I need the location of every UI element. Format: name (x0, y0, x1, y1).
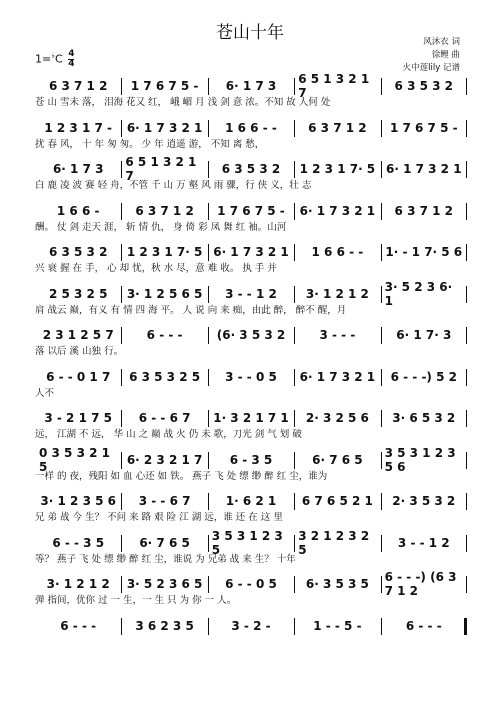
measure: 6 - - - (60, 618, 97, 633)
barline (381, 535, 382, 552)
barline-end (466, 244, 467, 261)
measure: 2· 3 2 5 6 (305, 411, 369, 425)
barline (294, 120, 295, 137)
barline (294, 286, 295, 303)
barline (294, 327, 295, 344)
barline (121, 535, 122, 552)
note-line (35, 201, 467, 221)
barline (294, 535, 295, 552)
barline-end (466, 286, 467, 303)
measure: 6· 1 7 3 2 1 (299, 369, 376, 384)
barline (294, 369, 295, 386)
measure: 6 - - 0 5 (225, 577, 277, 591)
measure: 3 - 2 - (231, 618, 271, 633)
barline-end (466, 576, 467, 593)
measure: 6 5 1 3 2 1 7 (125, 155, 197, 183)
measure: 3· 6 5 3 2 (392, 411, 456, 425)
measure: 6 5 1 3 2 1 7 (298, 72, 370, 100)
measure: 6 3 7 1 2 (135, 203, 194, 218)
note-line (35, 155, 467, 183)
lyric-line: 扰 春 风， 十 年 匆 匆。 少 年 逍遥 游， 不知 离 愁， (35, 138, 265, 150)
measure: 6 3 7 1 2 (308, 120, 367, 135)
note-line (35, 72, 467, 100)
measure: 6· 7 6 5 (312, 452, 363, 467)
measure: 3· 5 2 3 6 5 (126, 577, 203, 591)
lyric-line: 远， 江湖 不 远， 华 山 之 巅 战 火 仍 未 歌，刀光 剑 气 划 破 (35, 429, 302, 440)
measure: 3· 1 2 3 5 6 (40, 494, 116, 508)
measure: 3 - - 1 2 (397, 535, 450, 550)
note-line (35, 279, 467, 308)
measure: 1 2 3 1 7· 5 (126, 245, 203, 259)
barline (208, 161, 209, 178)
measure: 6· 3 5 3 5 (305, 577, 369, 591)
lyricist-credit: 风沐衣 词 (423, 37, 460, 47)
measure: 6 - - - (405, 618, 442, 633)
note-line (35, 528, 467, 557)
measure: 6 3 5 3 2 (48, 245, 108, 259)
note-line (35, 408, 467, 428)
barline (208, 120, 209, 137)
barline-end (466, 535, 467, 552)
barline (294, 452, 295, 469)
barline (381, 369, 382, 386)
measure: 3 2 1 2 3 2 5 (298, 528, 370, 557)
barline (294, 576, 295, 593)
measure: 6 - - 6 7 (138, 411, 191, 425)
measure: 1 6 6 - - (311, 245, 364, 259)
credits (403, 36, 460, 75)
composer-credit: 徐鲤 曲 (431, 50, 460, 60)
lyric-line: 兴 衰 握 在 手， 心 却 忧，秋 水 尽，意 难 收。 执 手 并 (35, 263, 277, 274)
measure: 6 - 3 5 (229, 452, 273, 467)
barline-end (466, 203, 467, 220)
barline (208, 576, 209, 593)
barline (381, 78, 382, 95)
measure: 0 3 5 3 2 1 5 (39, 445, 110, 474)
barline (208, 535, 209, 552)
measure: 6 3 5 3 2 5 (129, 369, 201, 384)
measure: 6 7 6 5 2 1 (301, 494, 373, 508)
barline-end (466, 120, 467, 137)
measure: 6 3 5 3 2 (221, 162, 281, 176)
note-line (35, 445, 467, 474)
measure: 1 7 6 7 5 - (389, 120, 458, 135)
measure: 2 3 1 2 5 7 (42, 328, 114, 342)
barline (208, 618, 209, 635)
measure: 6 - - 0 1 7 (46, 369, 111, 384)
barline-end (464, 618, 467, 635)
barline (381, 244, 382, 261)
barline-end (466, 327, 467, 344)
measure: 6· 1 7 3 2 1 (126, 120, 203, 135)
transcriber-credit: 火中莲lily 记谱 (402, 63, 460, 73)
barline (381, 286, 382, 303)
measure: 1 - - 5 - (313, 618, 362, 633)
measure: 6 3 5 3 2 (394, 79, 454, 93)
barline (121, 327, 122, 344)
measure: 1 2 3 1 7 - (44, 120, 112, 135)
lyric-line: 一样 的 夜，残阳 如 血 心还 如 铁。 燕子 飞 处 缥 缈 醉 红 尘，谁为 (35, 470, 328, 482)
key-mode: C (55, 52, 63, 66)
lyric-line (35, 636, 467, 650)
key-accidental: ♭ (51, 50, 55, 60)
measure: 6 - - -) (6 3 7 1 2 (384, 570, 457, 598)
time-denominator: 4 (68, 59, 75, 69)
measure: 3 5 3 1 2 3 5 (211, 528, 283, 557)
measure: 3 - - - (319, 328, 356, 342)
barline (121, 286, 122, 303)
barline (208, 78, 209, 95)
barline (121, 120, 122, 137)
note-line (35, 491, 467, 511)
measure: 1 7 6 7 5 - (217, 203, 285, 218)
measure: 6 - - 3 5 (52, 535, 105, 550)
key-prefix: 1= (35, 52, 52, 66)
time-signature (68, 50, 74, 69)
barline (381, 410, 382, 427)
barline (208, 493, 209, 510)
measure: 6· 1 7 3 (225, 79, 277, 93)
measure: 3· 1 2 1 2 (46, 577, 110, 591)
measure: 3· 1 2 1 2 (305, 286, 369, 301)
measure: 6 - - -) 5 2 (390, 369, 457, 384)
barline (294, 410, 295, 427)
barline (208, 327, 209, 344)
measure: 3 6 2 3 5 (135, 618, 194, 633)
note-line (35, 242, 467, 262)
barline (381, 452, 382, 469)
lyric-line: 兄 弟 战 今 生？ 不问 来 路 艰 险 江 湖 远，谁 还 在 这 里 (35, 512, 283, 523)
measure: 6· 7 6 5 (139, 535, 190, 550)
barline (294, 161, 295, 178)
lyric-line: 肩 战云 巅，有义 有 情 四 海 平。 人 说 向 来 痴，由此 醉， 醉不 醒，月 (35, 304, 347, 316)
barline (294, 78, 295, 95)
key-signature (35, 50, 74, 69)
measure: 3· 5 2 3 6· 1 (384, 279, 453, 308)
measure: 3· 1 2 5 6 5 (126, 286, 203, 301)
barline (381, 493, 382, 510)
barline (121, 244, 122, 261)
measure: (6· 3 5 3 2 (216, 328, 286, 342)
lyric-line: 白 鹿 凌 波 赛 轻 舟，不管 千 山 万 壑 风 雨 骤，行 侠 义，壮 志 (35, 180, 312, 191)
measure: 6 3 7 1 2 (48, 79, 108, 93)
lyric-line: 人不 (35, 387, 55, 399)
measure: 6· 1 7 3 2 1 (386, 162, 462, 176)
barline (208, 244, 209, 261)
barline (121, 410, 122, 427)
barline (121, 161, 122, 178)
barline (381, 576, 382, 593)
barline (381, 618, 382, 635)
barline (121, 576, 122, 593)
measure: 2 5 3 2 5 (48, 286, 108, 301)
barline (208, 286, 209, 303)
note-line (35, 616, 467, 636)
barline (294, 203, 295, 220)
note-line (35, 325, 467, 345)
measure: 6 3 7 1 2 (394, 203, 454, 218)
measure: 6· 2 3 2 1 7 (126, 452, 203, 467)
barline (381, 161, 382, 178)
barline (208, 410, 209, 427)
note-line (35, 367, 467, 387)
barline (294, 618, 295, 635)
measure: 6· 1 7 3 2 1 (213, 245, 289, 259)
barline (208, 369, 209, 386)
lyric-line: 等？ 燕子 飞 处 缥 缈 醉 红 尘，谁说 为 兄弟 战 来 生？ 十年 (35, 553, 296, 565)
barline (294, 244, 295, 261)
lyric-line: 落 以后 溪 山独 行。 (35, 346, 124, 357)
barline (381, 203, 382, 220)
lyric-line: 酬。 仗 剑 走天 涯， 斩 情 仇， 身 倚 彩 凤 舞 红 袖。山河 (35, 221, 287, 233)
measure: 1 6 6 - (56, 203, 100, 218)
measure: 1 2 3 1 7· 5 (299, 162, 376, 176)
measure: 6 - - - (146, 328, 183, 342)
barline-end (466, 410, 467, 427)
song-title: 苍山十年 (216, 23, 284, 43)
measure: 3 5 3 1 2 3 5 6 (384, 445, 456, 474)
lyric-line: 弹 指间，优你 过 一 生，一 生 只 为 你 一 人。 (35, 595, 237, 606)
note-line (35, 118, 467, 138)
barline-end (466, 161, 467, 178)
measure: 3 - - 0 5 (225, 369, 277, 384)
measure: 3 - 2 1 7 5 (44, 411, 112, 425)
barline (121, 618, 122, 635)
barline (208, 203, 209, 220)
measure: 3 - - 6 7 (138, 494, 191, 508)
barline (381, 120, 382, 137)
barline (121, 203, 122, 220)
barline-end (466, 452, 467, 469)
measure: 6· 1 7 3 2 1 (299, 203, 376, 218)
barline (121, 369, 122, 386)
note-line (35, 570, 467, 598)
measure: 6· 1 7· 3 (396, 328, 452, 342)
measure: 2· 3 5 3 2 (392, 494, 456, 508)
lyric-line: 苍 山 雪未 落， 泪海 花又 红， 峨 嵋 月 浅 剑 意 浓。不知 故 人何 处 (35, 97, 331, 108)
barline-end (466, 78, 467, 95)
measure: 6· 1 7 3 (52, 162, 104, 176)
measure: 1· - 1 7· 5 6 (385, 245, 463, 259)
barline (121, 452, 122, 469)
measure: 1· 6 2 1 (225, 494, 277, 508)
barline-end (466, 369, 467, 386)
measure: 1 7 6 7 5 - (130, 79, 199, 93)
time-numerator: 4 (68, 49, 75, 59)
measure: 3 - - 1 2 (225, 286, 277, 301)
barline (208, 452, 209, 469)
barline (121, 493, 122, 510)
barline (294, 493, 295, 510)
barline (381, 327, 382, 344)
measure: 1 6 6 - - (225, 120, 277, 135)
barline (121, 78, 122, 95)
barline-end (466, 493, 467, 510)
measure: 1· 3 2 1 7 1 (213, 411, 289, 425)
